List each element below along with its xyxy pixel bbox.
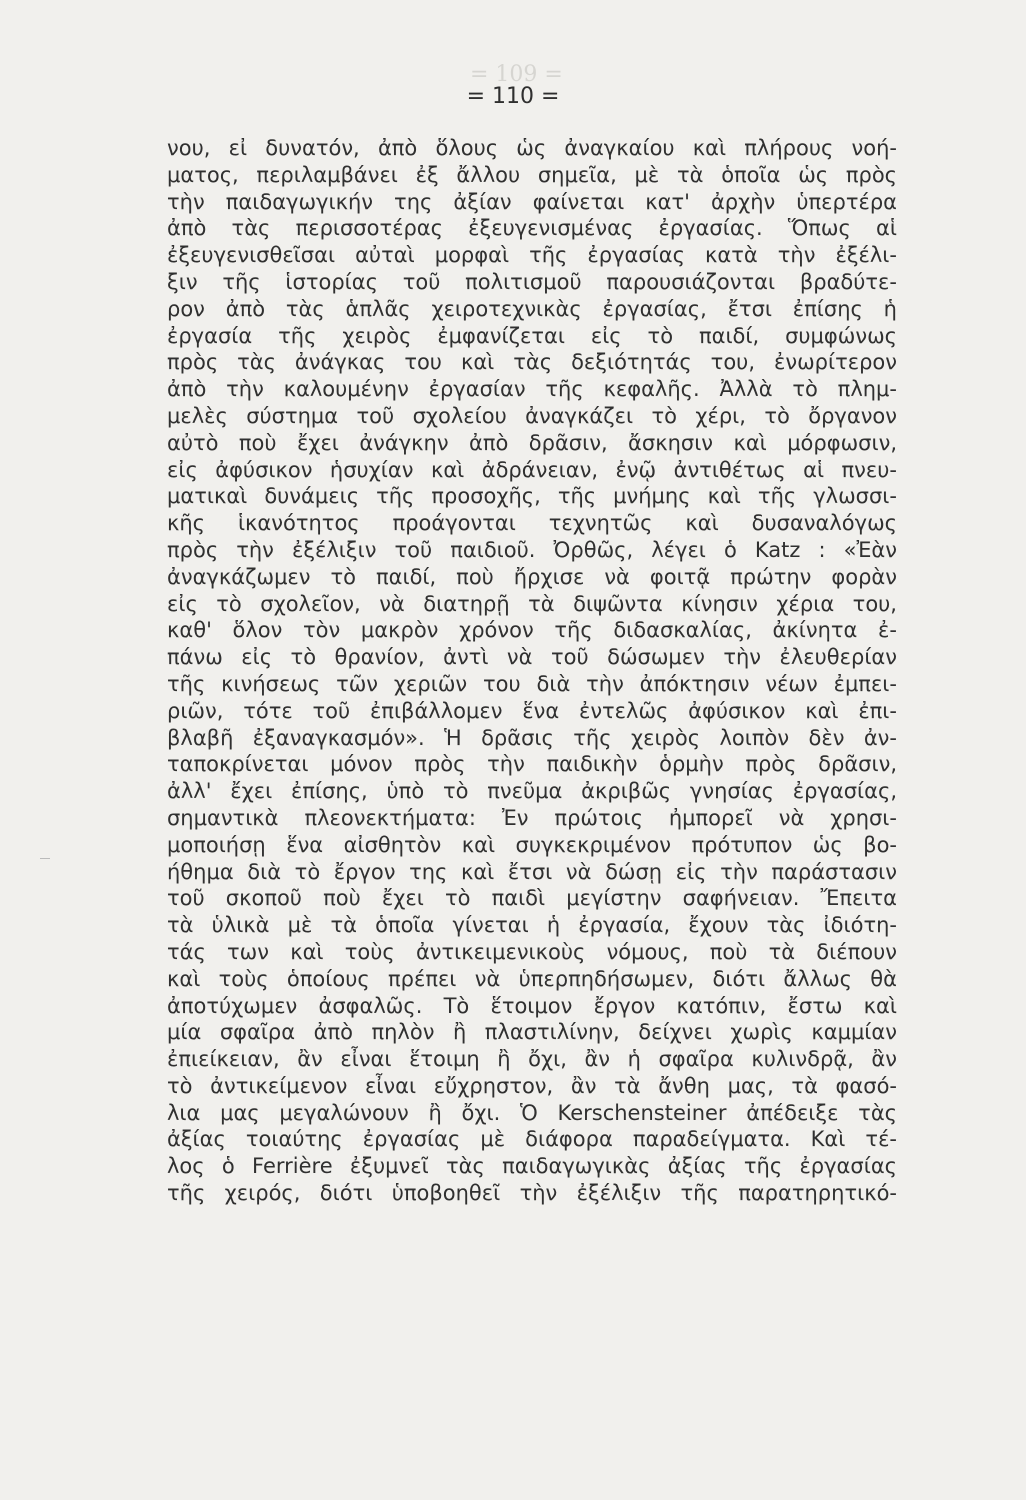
text-line: βλαβῆ ἐξαναγκασμόν». Ἡ δρᾶσις τῆς χειρὸς λοιπὸν δὲν ἀν- xyxy=(167,725,897,750)
margin-mark xyxy=(40,858,50,859)
text-line: τῆς χειρός, διότι ὑποβοηθεῖ τὴν ἐξέλιξιν τῆς παρατηρητικό- xyxy=(167,1181,897,1206)
text-line: αὐτὸ ποὺ ἔχει ἀνάγκην ἀπὸ δρᾶσιν, ἄσκησιν καὶ μόρφωσιν, xyxy=(167,430,897,455)
text-line: πρὸς τὴν ἐξέλιξιν τοῦ παιδιοῦ. Ὀρθῶς, λέγει ὁ Katz : «Ἐὰν xyxy=(167,537,897,562)
text-line: ταποκρίνεται μόνον πρὸς τὴν παιδικὴν ὁρμὴν πρὸς δρᾶσιν, xyxy=(167,752,897,777)
text-line: ἀλλ' ἔχει ἐπίσης, ὑπὸ τὸ πνεῦμα ἀκριβῶς γνησίας ἐργασίας, xyxy=(167,779,897,804)
text-line: τῆς κινήσεως τῶν χεριῶν του διὰ τὴν ἀπόκτησιν νέων ἐμπει- xyxy=(167,671,897,696)
text-line: μοποιήσῃ ἕνα αἰσθητὸν καὶ συγκεκριμένον πρότυπον ὡς βο- xyxy=(167,832,897,857)
text-line: μία σφαῖρα ἀπὸ πηλὸν ἢ πλαστιλίνην, δείχνει χωρὶς καμμίαν xyxy=(167,1020,897,1045)
text-line: ἐργασία τῆς χειρὸς ἐμφανίζεται εἰς τὸ παιδί, συμφώνως xyxy=(167,323,897,348)
text-line: ἀπὸ τὰς περισσοτέρας ἐξευγενισμένας ἐργασίας. Ὅπως αἱ xyxy=(167,216,897,241)
text-line: ἀποτύχωμεν ἀσφαλῶς. Τὸ ἕτοιμον ἔργον κατόπιν, ἔστω καὶ xyxy=(167,993,897,1018)
text-line: ἐπιείκειαν, ἂν εἶναι ἕτοιμη ἢ ὄχι, ἂν ἡ σφαῖρα κυλινδρᾷ, ἂν xyxy=(167,1047,897,1072)
text-line: εἰς ἀφύσικον ἡσυχίαν καὶ ἀδράνειαν, ἐνῷ ἀντιθέτως αἱ πνευ- xyxy=(167,457,897,482)
text-line: τάς των καὶ τοὺς ἀντικειμενικοὺς νόμους, ποὺ τὰ διέπουν xyxy=(167,939,897,964)
text-line: ἀναγκάζωμεν τὸ παιδί, ποὺ ἤρχισε νὰ φοιτᾷ πρώτην φορὰν xyxy=(167,564,897,589)
text-line: ξιν τῆς ἱστορίας τοῦ πολιτισμοῦ παρουσιάζονται βραδύτε- xyxy=(167,269,897,294)
text-line: ριῶν, τότε τοῦ ἐπιβάλλομεν ἕνα ἐντελῶς ἀφύσικον καὶ ἐπι- xyxy=(167,698,897,723)
body-text xyxy=(167,135,897,1207)
text-line: ματος, περιλαμβάνει ἐξ ἄλλου σημεῖα, μὲ τὰ ὁποῖα ὡς πρὸς xyxy=(167,162,897,187)
text-line: ματικαὶ δυνάμεις τῆς προσοχῆς, τῆς μνήμης καὶ τῆς γλωσσι- xyxy=(167,484,897,509)
text-line: εἰς τὸ σχολεῖον, νὰ διατηρῇ τὰ διψῶντα κίνησιν χέρια του, xyxy=(167,591,897,616)
text-line: λος ὁ Ferrière ἐξυμνεῖ τὰς παιδαγωγικὰς ἀξίας τῆς ἐργασίας xyxy=(167,1154,897,1179)
text-line: ἀξίας τοιαύτης ἐργασίας μὲ διάφορα παραδείγματα. Καὶ τέ- xyxy=(167,1127,897,1152)
text-line: νου, εἰ δυνατόν, ἀπὸ ὅλους ὡς ἀναγκαίου καὶ πλήρους νοή- xyxy=(167,136,897,160)
text-line: τὸ ἀντικείμενον εἶναι εὔχρηστον, ἂν τὰ ἄνθη μας, τὰ φασό- xyxy=(167,1073,897,1098)
text-line: ρον ἀπὸ τὰς ἁπλᾶς χειροτεχνικὰς ἐργασίας, ἔτσι ἐπίσης ἡ xyxy=(167,296,897,321)
text-line: μελὲς σύστημα τοῦ σχολείου ἀναγκάζει τὸ χέρι, τὸ ὄργανον xyxy=(167,403,897,428)
text-line: πρὸς τὰς ἀνάγκας του καὶ τὰς δεξιότητάς του, ἐνωρίτερον xyxy=(167,350,897,375)
text-line: σημαντικὰ πλεονεκτήματα: Ἐν πρώτοις ἠμπορεῖ νὰ χρησι- xyxy=(167,805,897,830)
text-line: καὶ τοὺς ὁποίους πρέπει νὰ ὑπερπηδήσωμεν, διότι ἄλλως θὰ xyxy=(167,966,897,991)
text-line: τὴν παιδαγωγικήν της ἀξίαν φαίνεται κατ' ἀρχὴν ὑπερτέρα xyxy=(167,189,897,214)
text-line: καθ' ὅλον τὸν μακρὸν χρόνον τῆς διδασκαλίας, ἀκίνητα ἐ- xyxy=(167,618,897,643)
text-line: κῆς ἱκανότητος προάγονται τεχνητῶς καὶ δυσαναλόγως xyxy=(167,511,897,536)
text-line: πάνω εἰς τὸ θρανίον, ἀντὶ νὰ τοῦ δώσωμεν τὴν ἐλευθερίαν xyxy=(167,645,897,670)
text-line: ήθημα διὰ τὸ ἔργον της καὶ ἔτσι νὰ δώσῃ εἰς τὴν παράστασιν xyxy=(167,859,897,884)
text-line: λια μας μεγαλώνουν ἢ ὄχι. Ὁ Kerschensteiner ἀπέδειξε τὰς xyxy=(167,1100,897,1125)
text-line: ἐξευγενισθεῖσαι αὐταὶ μορφαὶ τῆς ἐργασίας κατὰ τὴν ἐξέλι- xyxy=(167,243,897,268)
text-line: ἀπὸ τὴν καλουμένην ἐργασίαν τῆς κεφαλῆς. Ἀλλὰ τὸ πλημ- xyxy=(167,377,897,402)
page-number: = 110 = xyxy=(466,84,560,109)
text-line: τοῦ σκοποῦ ποὺ ἔχει τὸ παιδὶ μεγίστην σαφήνειαν. Ἔπειτα xyxy=(167,886,897,911)
bleed-through-page-number: = 109 = xyxy=(470,62,563,87)
text-line: τὰ ὑλικὰ μὲ τὰ ὁποῖα γίνεται ἡ ἐργασία, ἔχουν τὰς ἰδιότη- xyxy=(167,913,897,938)
